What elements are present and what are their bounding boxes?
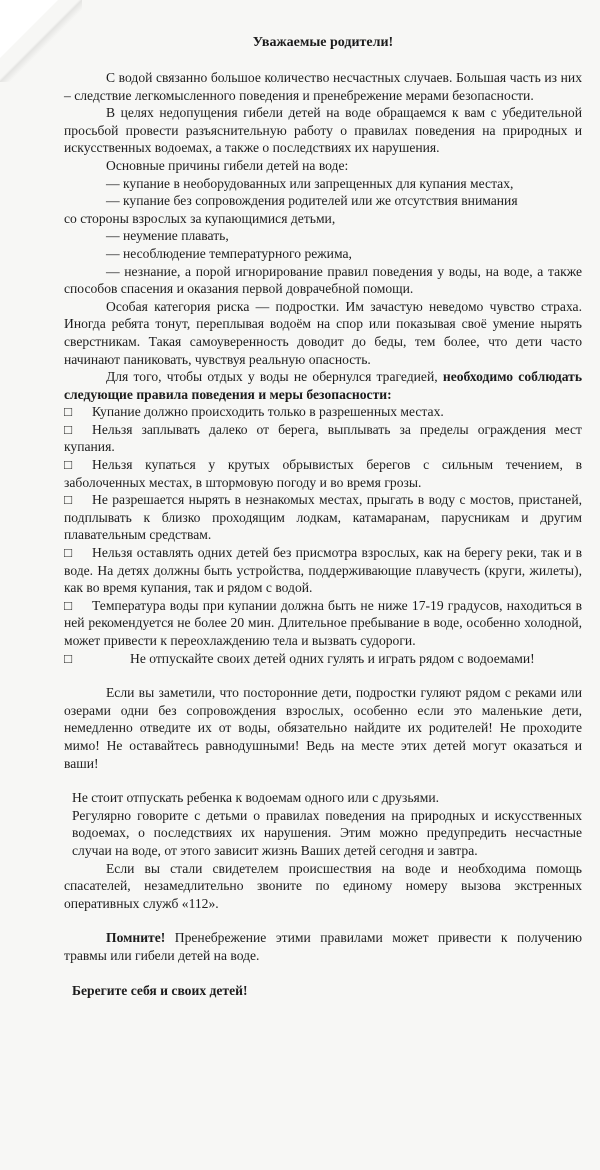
teen-risk-paragraph: Особая категория риска — подростки. Им зачастую неведомо чувство страха. Иногда ребята тонут, переплывая водоём на спор или показывая своё умение нырять сверстникам. Такая самоуверенность доводит до беды, тем более, что дети часто начинают паниковать, чувствуя реальную опасность. (64, 298, 582, 367)
cause-item: — незнание, а порой игнорирование правил поведения у воды, на воде, а также способов спасения и оказания первой доврачебной помощи. (64, 263, 582, 297)
checkbox-icon: □ (64, 457, 73, 473)
page-title: Уважаемые родители! (252, 35, 394, 50)
rule-item (64, 456, 582, 491)
rule-text: Не разрешается нырять в незнакомых местах, прыгать в воду с мостов, пристаней, подплывать к близко проходящим лодкам, катамаранам, парусникам и другим плавательным средствам. (64, 492, 582, 543)
checkbox-icon: □ (64, 597, 73, 613)
causes-title: Основные причины гибели детей на воде: (106, 157, 349, 173)
rules-intro-text: Для того, чтобы отдых у воды не обернулся трагедией, (106, 369, 443, 385)
rule-item (64, 403, 582, 421)
checkbox-icon: □ (64, 421, 73, 437)
noticed-children-paragraph: Если вы заметили, что посторонние дети, подростки гуляют рядом с реками или озерами одни без сопровождения взрослых, особенно если это маленькие дети, немедленно отведите их от воды, обязательно найдите их родителей! Не проходите мимо! Не оставайтесь равнодушными! Ведь на месте этих детей могут оказаться и ваши! (64, 685, 582, 771)
checkbox-icon: □ (64, 545, 73, 561)
rule-text: Нельзя заплывать далеко от берега, выплывать за пределы ограждения мест купания. (64, 421, 582, 455)
spacer (64, 965, 582, 982)
remember-paragraph (64, 929, 582, 964)
rule-text: Нельзя купаться у крутых обрывистых берегов с сильным течением, в заболоченных местах, в штормовую погоду и во время грозы. (64, 457, 582, 490)
talk-regularly-paragraph: Регулярно говорите с детьми о правилах поведения на природных и искусственных водоемах, о последствиях их нарушения. Этим можно предупредить несчастные случаи на воде, от этого зависит жизнь Ваших детей сегодня и завтра. (72, 807, 582, 858)
spacer (64, 912, 582, 929)
rule-text: Купание должно происходить только в разрешенных местах. (92, 404, 444, 420)
rule-item (64, 650, 582, 668)
spacer (64, 772, 582, 789)
rule-text: Температура воды при купании должна быть не ниже 17-19 градусов, находиться в ней рекомендуется не более 20 мин. Длительное пребывание в воде, особенно холодной, может привести к переохлаждению тела и вызвать судороги. (64, 597, 582, 648)
rule-text: Не отпускайте своих детей одних гулять и играть рядом с водоемами! (130, 650, 535, 666)
rule-text: Нельзя оставлять одних детей без присмотра взрослых, как на берегу реки, так и в воде. На детях должны быть устройства, поддерживающие плавучесть (круги, жилеты), как во время купания, так и рядом с водой. (64, 545, 582, 596)
cause-item: — несоблюдение температурного режима, (106, 245, 352, 261)
checkbox-icon: □ (64, 492, 73, 508)
checkbox-icon: □ (64, 404, 73, 420)
checkbox-icon: □ (64, 650, 73, 666)
rule-item (64, 597, 582, 650)
rule-item (64, 491, 582, 544)
rule-item (64, 421, 582, 456)
cause-item: — неумение плавать, (106, 228, 229, 244)
rules-intro-paragraph (64, 368, 582, 403)
cause-item-continued: со стороны взрослых за купающимися детьми, (64, 210, 336, 226)
closing-bold: Берегите себя и своих детей! (72, 982, 248, 998)
cause-item: — купание без сопровождения родителей или же отсутствия внимания (106, 193, 518, 209)
remember-text: Пренебрежение этими правилами может привести к получению травмы или гибели детей на воде. (64, 930, 582, 963)
fold-shadow (0, 0, 82, 82)
request-paragraph: В целях недопущения гибели детей на воде обращаемся к вам с убедительной просьбой провести разъяснительную работу о правилах поведения на природных и искусственных водоемах, а также о последствиях их нарушения. (64, 105, 582, 156)
spacer (64, 667, 582, 684)
call-rescue-paragraph: Если вы стали свидетелем происшествия на воде и необходима помощь спасателей, незамедлительно звоните по единому номеру вызова экстренных оперативных служб «112». (64, 860, 582, 911)
remember-bold: Помните! (106, 930, 166, 946)
cause-item: — купание в необорудованных или запрещенных для купания местах, (106, 175, 514, 191)
rules-intro-bold: необходимо соблюдать следующие правила поведения и меры безопасности: (64, 369, 583, 402)
closing-line (64, 982, 582, 1000)
intro-paragraph: С водой связанно большое количество несчастных случаев. Большая часть из них – следствие легкомысленного поведения и пренебрежение мерами безопасности. (64, 70, 582, 103)
rule-item (64, 544, 582, 597)
do-not-let-go-paragraph: Не стоит отпускать ребенка к водоемам одного или с друзьями. (72, 790, 440, 806)
